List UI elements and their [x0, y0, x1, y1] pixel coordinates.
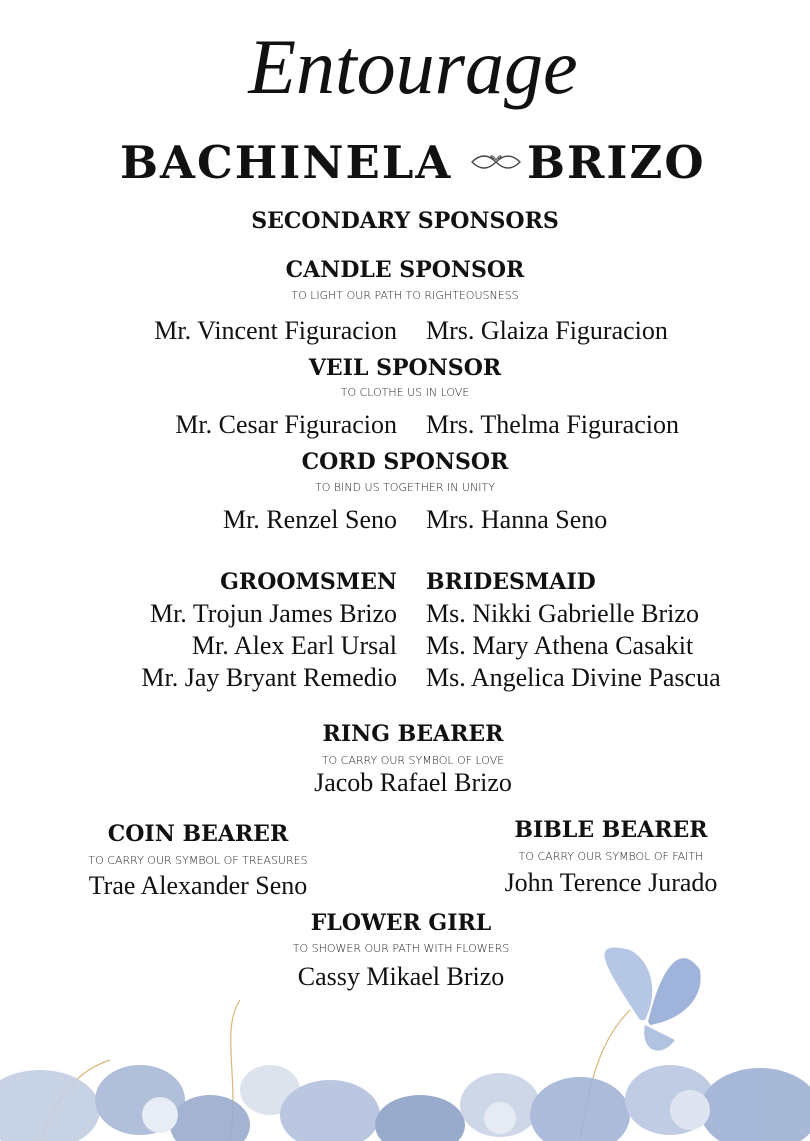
candle-sponsor-male: Mr. Vincent Figuracion [154, 316, 397, 345]
bridesmaid-name: Ms. Nikki Gabrielle Brizo [426, 599, 699, 628]
cord-sponsor-female: Mrs. Hanna Seno [426, 505, 608, 534]
ring-bearer-subtitle: TO CARRY OUR SYMBOL OF LOVE [321, 754, 505, 767]
candle-sponsor-subtitle: TO LIGHT OUR PATH TO RIGHTEOUSNESS [291, 289, 519, 302]
bible-bearer-subtitle: TO CARRY OUR SYMBOL OF FAITH [518, 850, 704, 863]
veil-sponsor-male: Mr. Cesar Figuracion [175, 410, 397, 439]
cord-sponsor-male: Mr. Renzel Seno [222, 505, 397, 534]
bible-bearer-name: John Terence Jurado [504, 868, 718, 897]
couple-right-name: BRIZO [527, 136, 706, 189]
candle-sponsor-female: Mrs. Glaiza Figuracion [426, 316, 668, 345]
infinity-heart-icon [470, 150, 522, 172]
groomsman-name: Mr. Trojun James Brizo [149, 599, 397, 628]
cord-sponsor-subtitle: TO BIND US TOGETHER IN UNITY [315, 481, 495, 494]
cord-sponsor-heading: CORD SPONSOR [301, 449, 509, 475]
bridesmaid-name: Ms. Mary Athena Casakit [426, 631, 694, 660]
veil-sponsor-subtitle: TO CLOTHE US IN LOVE [340, 386, 470, 399]
groomsmen-heading: GROOMSMEN [220, 569, 397, 595]
entourage-script-title: Entourage [248, 23, 578, 110]
ring-bearer-heading: RING BEARER [322, 721, 504, 747]
veil-sponsor-heading: VEIL SPONSOR [308, 355, 502, 381]
butterfly-icon [605, 948, 701, 1051]
groomsman-name: Mr. Alex Earl Ursal [191, 631, 397, 660]
bible-bearer-heading: BIBLE BEARER [514, 817, 708, 843]
coin-bearer-name: Trae Alexander Seno [88, 871, 308, 900]
floral-border-decoration [0, 940, 810, 1141]
bridesmaid-name: Ms. Angelica Divine Pascua [426, 663, 721, 692]
flower-girl-heading: FLOWER GIRL [310, 910, 492, 936]
coin-bearer-heading: COIN BEARER [107, 821, 289, 847]
ring-bearer-name: Jacob Rafael Brizo [314, 768, 512, 797]
coin-bearer-subtitle: TO CARRY OUR SYMBOL OF TREASURES [88, 854, 308, 867]
flower-girl-subtitle: TO SHOWER OUR PATH WITH FLOWERS [292, 942, 510, 955]
groomsman-name: Mr. Jay Bryant Remedio [141, 663, 397, 692]
couple-left-name: BACHINELA [120, 136, 453, 189]
section-title: SECONDARY SPONSORS [251, 208, 559, 234]
flower-girl-name: Cassy Mikael Brizo [297, 962, 505, 991]
candle-sponsor-heading: CANDLE SPONSOR [285, 257, 525, 283]
bridesmaid-heading: BRIDESMAID [426, 569, 596, 595]
veil-sponsor-female: Mrs. Thelma Figuracion [426, 410, 679, 439]
